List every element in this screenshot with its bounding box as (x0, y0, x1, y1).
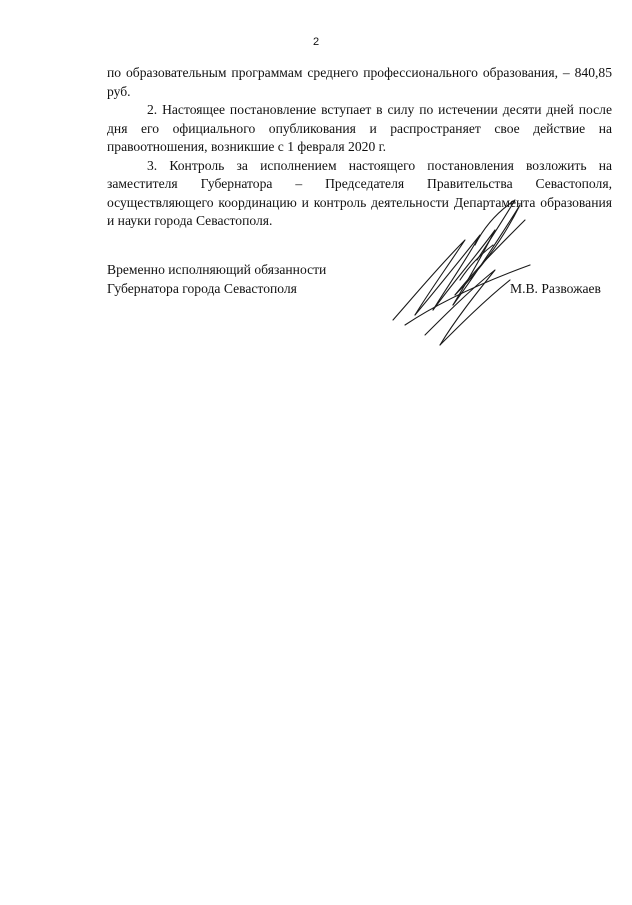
page-number: 2 (312, 36, 320, 48)
paragraph-effective-date: 2. Настоящее постановление вступает в силу по истечении десяти дней после дня его официального опубликования и распространяет свое действие на правоотношения, возникшие с 1 февраля 2020 г. (107, 102, 612, 154)
paragraph-continuation: по образовательным программам среднего профессионального образования, – 840,85 руб. (107, 65, 612, 99)
signer-name: М.В. Развожаев (510, 281, 601, 296)
signer-position-line1: Временно исполняющий обязанности (107, 262, 327, 277)
signer-position-line2: Губернатора города Севастополя (107, 281, 297, 296)
signer-position (107, 260, 326, 298)
document-body (107, 64, 612, 231)
paragraph-control: 3. Контроль за исполнением настоящего постановления возложить на заместителя Губернатора – Председателя Правительства Севастополя, осуществляющего координацию и контроль деятельности Департамента образования и науки города Севастополя. (107, 157, 612, 228)
handwritten-signature (385, 185, 535, 355)
